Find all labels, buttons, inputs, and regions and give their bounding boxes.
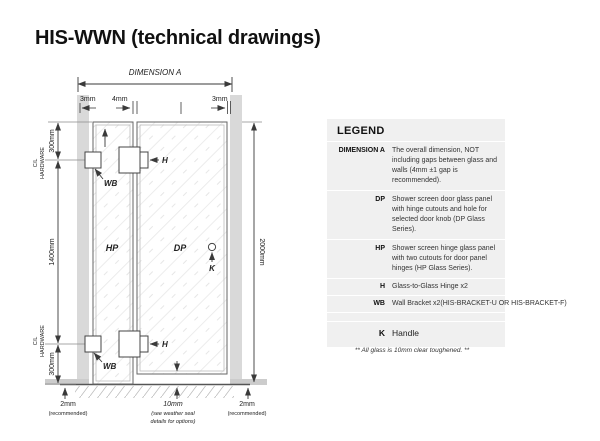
legend-desc: The overall dimension, NOT including gaps between glass and walls (4mm ±1 gap is recommended). (392, 147, 498, 184)
legend-spacer (327, 312, 505, 321)
legend-desc: Handle (392, 328, 419, 338)
hinge-bottom-body (119, 331, 140, 357)
legend-footnote: ** All glass is 10mm clear toughened. ** (354, 347, 470, 354)
hinge-top-tab (140, 152, 148, 168)
legend-panel (327, 119, 567, 347)
legend-desc: Glass-to-Glass Hinge x2 (392, 283, 468, 290)
svg-text:HARDWARE: HARDWARE (40, 147, 46, 179)
legend-term: DP (375, 196, 385, 203)
legend-term: WB (373, 300, 385, 307)
hinge-bottom-label: H (162, 340, 168, 349)
floor-gap-left-value: 2mm (60, 401, 76, 408)
cl-hardware-top-label (33, 147, 46, 179)
height-total-label: 2000mm (258, 238, 265, 266)
hp-panel-label: HP (105, 243, 119, 253)
wall-bracket-top-label: WB (104, 179, 118, 188)
floor-gap-right-value: 2mm (239, 401, 255, 408)
page-title: HIS-WWN (technical drawings) (35, 27, 321, 49)
svg-text:C/L: C/L (33, 336, 39, 346)
floor-gap-middle-note2: details for options) (150, 419, 196, 425)
ground-hatch (75, 386, 234, 398)
legend-row-h (327, 278, 505, 295)
legend-row-hp (327, 239, 505, 278)
cl-hardware-bottom-label (33, 325, 46, 357)
right-wall (230, 95, 242, 384)
wall-bracket-bottom-label: WB (103, 362, 117, 371)
legend-header: LEGEND (337, 125, 385, 137)
gap-left-label: 3mm (80, 96, 96, 103)
legend-row-k (327, 321, 505, 347)
dp-panel-label: DP (173, 243, 187, 253)
right-dimension (242, 122, 265, 382)
gap-dimensions (80, 96, 231, 114)
dimension-a-label: DIMENSION A (128, 68, 182, 77)
height-top-offset-label: 300mm (49, 129, 56, 153)
height-bottom-offset-label: 300mm (49, 352, 56, 376)
legend-desc: Shower screen door glass panel with hinge cutouts and hole for selected door knob (DP Glass Series). (392, 196, 493, 233)
wall-bracket-bottom (85, 336, 101, 352)
wall-bracket-top (85, 152, 101, 168)
legend-term: DIMENSION A (338, 147, 385, 154)
svg-text:C/L: C/L (33, 158, 39, 168)
hinge-top-body (119, 147, 140, 173)
legend-row-wb (327, 295, 567, 312)
legend-term: HP (375, 245, 385, 252)
legend-desc: Wall Bracket x2(HIS-BRACKET-U OR HIS-BRACKET-F) (392, 300, 567, 307)
svg-text:HARDWARE: HARDWARE (40, 325, 46, 357)
knob-label: K (209, 264, 215, 273)
legend-row-dimension-a (327, 141, 505, 190)
hinge-bottom-tab (140, 336, 148, 352)
dimension-a-line (78, 77, 232, 92)
height-between-label: 1400mm (49, 238, 56, 266)
gap-middle-label: 4mm (112, 96, 128, 103)
legend-row-dp (327, 190, 505, 239)
floor-gap-left-note: (recommended) (48, 411, 88, 417)
floor-gap-right-note: (recommended) (227, 411, 267, 417)
legend-term: K (378, 328, 385, 338)
hinge-top-label: H (162, 156, 168, 165)
legend-desc: Shower screen hinge glass panel with two cutouts for door panel hinges (HP Glass Series). (392, 245, 496, 272)
gap-right-label: 3mm (212, 96, 228, 103)
floor-gap-middle-note1: (see weather seal (151, 411, 195, 417)
legend-term: H (379, 283, 385, 290)
floor-gap-middle-value: 10mm (163, 401, 183, 408)
